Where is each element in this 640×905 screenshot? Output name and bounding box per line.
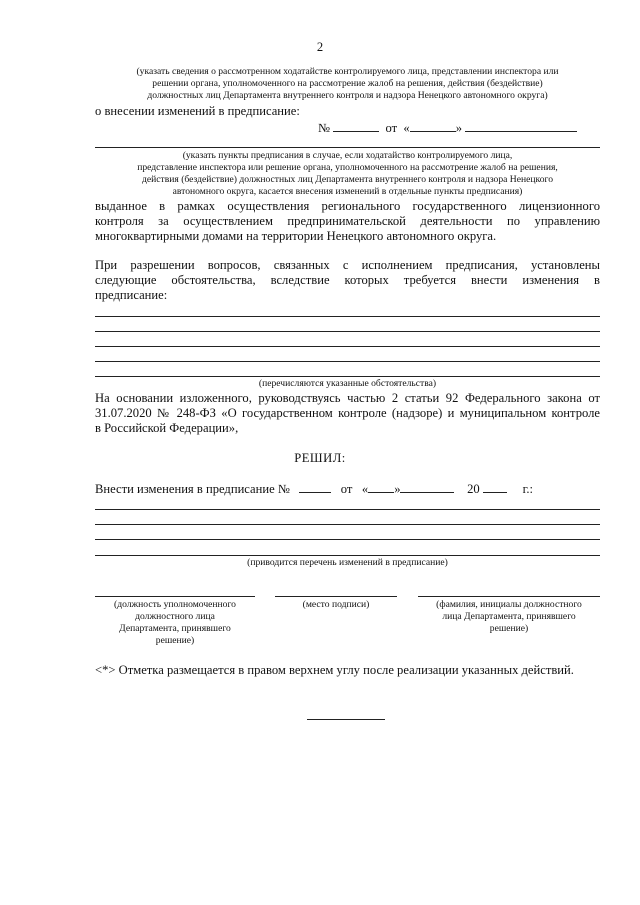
end-divider [307,719,385,720]
sig-place-line[interactable] [275,596,397,597]
decision-number-field[interactable] [299,481,331,493]
sig-position-caption: (должность уполномоченного должностного лица Департамента, принявшего решение) [114,599,236,646]
sig-name-line[interactable] [418,596,600,597]
hint-changes: (приводится перечень изменений в предписание) [247,557,448,568]
circumstances-line-3[interactable] [95,346,600,347]
decision-month-field[interactable] [400,481,454,493]
circumstances-line-2[interactable] [95,331,600,332]
circumstances-paragraph: При разрешении вопросов, связанных с исполнением предписания, установлены следующие обстоятельства, вследствие которых требуется внести изменения в предписание: [95,258,600,302]
issued-paragraph: выданное в рамках осуществления регионального государственного лицензионного контроля за осуществлением предпринимательской деятельности по управлению многоквартирными домами на территории Ненецкого автономного округа. [95,199,600,243]
prescription-day-field[interactable] [410,120,456,132]
circumstances-line-4[interactable] [95,361,600,362]
prescription-ref-row: № от « » [318,120,577,136]
on-changes-label: о внесении изменений в предписание: [95,104,300,118]
decision-day-field[interactable] [368,481,394,493]
decided-heading: РЕШИЛ: [294,451,346,465]
points-fill-line[interactable] [95,147,600,148]
hint-points: (указать пункты предписания в случае, если ходатайство контролируемого лица, представление инспектора или решение органа, уполномоченного на рассмотрение жалоб на решения, действия (бездействие) должностных лиц Департамента внутреннего контроля и надзора Ненецкого автономного округа, касается внесения изменений в отдельные пункты предписания) [137,150,558,197]
footnote: <*> Отметка размещается в правом верхнем углу после реализации указанных действий. [95,663,574,677]
hint-petition: (указать сведения о рассмотренном ходатайстве контролируемого лица, представлении инспектора или решении органа, уполномоченного на рассмотрение жалоб на решения, действия (бездействие) должностных лиц Департамента внутреннего контроля и надзора Ненецкого автономного округа) [136,66,559,101]
sig-name-caption: (фамилия, инициалы должностного лица Департамента, принявшего решение) [436,599,582,634]
changes-line-2[interactable] [95,524,600,525]
sig-place-caption: (место подписи) [302,599,370,610]
changes-line-3[interactable] [95,539,600,540]
changes-line-4[interactable] [95,555,600,556]
prescription-number-field[interactable] [333,120,379,132]
circumstances-line-1[interactable] [95,316,600,317]
decision-year-field[interactable] [483,481,507,493]
make-changes-row: Внести изменения в предписание № от « » 20 г.: [95,482,533,496]
basis-paragraph: На основании изложенного, руководствуясь частью 2 статьи 92 Федерального закона от 31.07.2020 № 248-ФЗ «О государственном контроле (надзоре) и муниципальном контроле в Российской Федерации», [95,391,600,435]
sig-position-line[interactable] [95,596,255,597]
changes-line-1[interactable] [95,509,600,510]
hint-circumstances: (перечисляются указанные обстоятельства) [258,378,437,389]
prescription-month-field[interactable] [465,120,577,132]
page-number: 2 [316,40,324,54]
circumstances-line-5[interactable] [95,376,600,377]
